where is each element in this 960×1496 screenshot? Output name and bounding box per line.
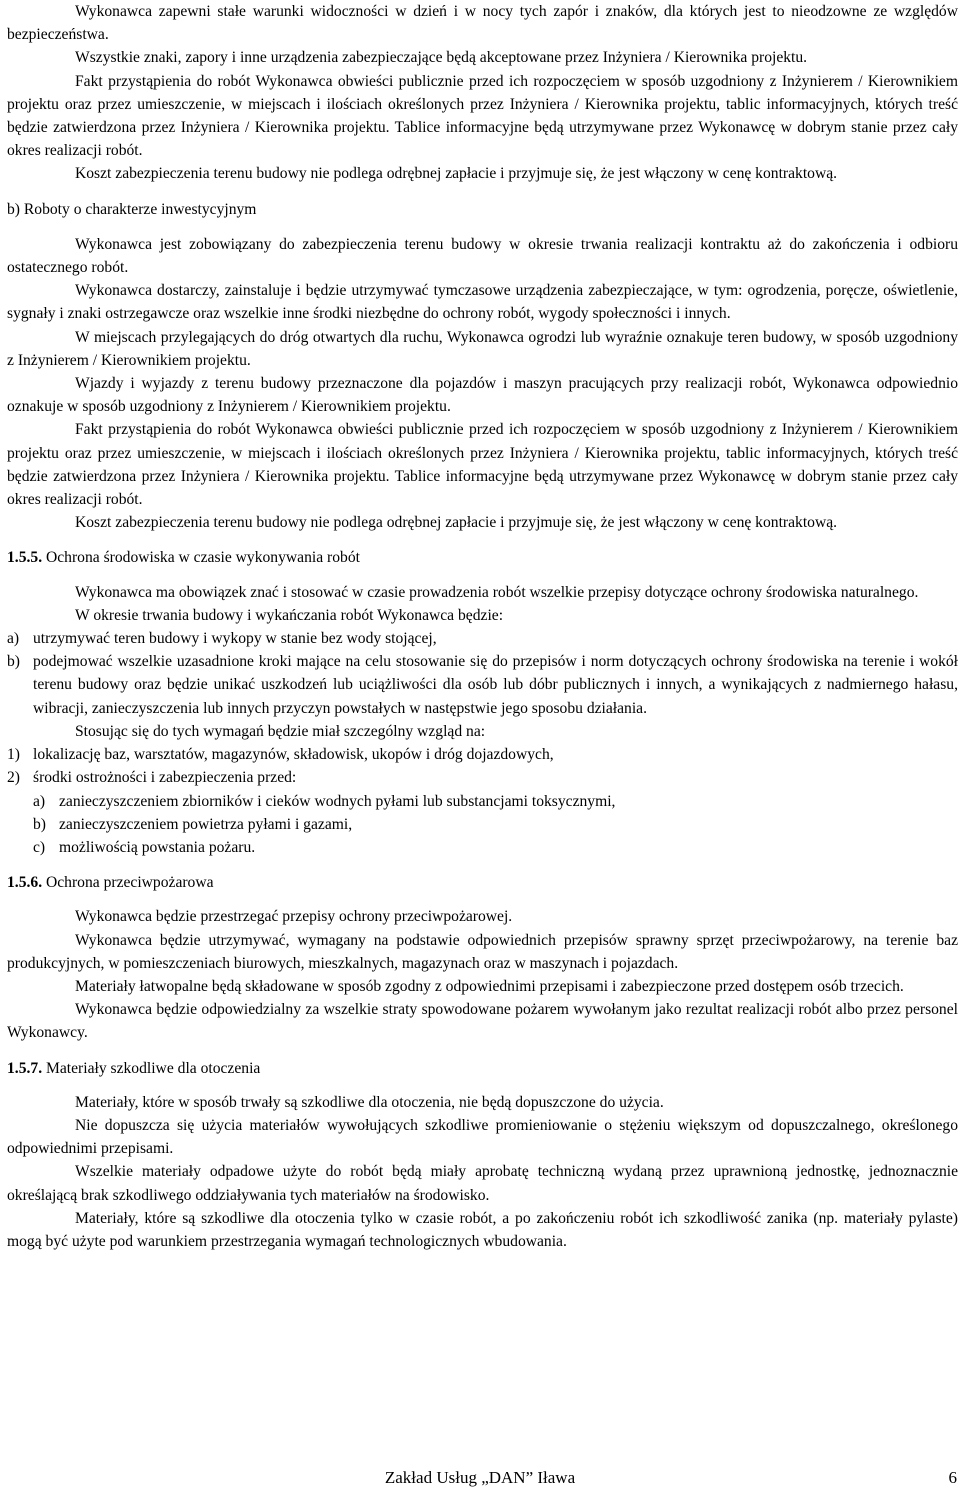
section-number: 1.5.6. [7, 874, 43, 892]
section-heading [7, 871, 958, 894]
list-text: środki ostrożności i zabezpieczenia przed: [33, 769, 297, 787]
list-text: zanieczyszczeniem powietrza pyłami i gazami, [59, 815, 353, 833]
list-label: b) [33, 815, 46, 833]
list-text: zanieczyszczeniem zbiorników i cieków wodnych pyłami lub substancjami toksycznymi, [59, 792, 616, 810]
paragraph: Nie dopuszcza się użycia materiałów wywołujących szkodliwe promieniowanie o stężeniu większym od dopuszczalnego, określonego odpowiednimi przepisami. [7, 1116, 958, 1158]
list-label: 2) [7, 769, 20, 787]
page-footer [0, 1468, 960, 1496]
document-page [7, 0, 958, 1253]
paragraph: Wykonawca zapewni stałe warunki widoczności w dzień i w nocy tych zapór i znaków, dla których jest to nieodzowne ze względów bezpieczeństwa. [7, 3, 958, 44]
paragraph: Wykonawca będzie przestrzegać przepisy ochrony przeciwpożarowej. [75, 908, 513, 926]
list-item [7, 790, 958, 813]
list-label: a) [33, 792, 46, 810]
list-item [7, 813, 958, 836]
paragraph: Materiały, które są szkodliwe dla otoczenia tylko w czasie robót, a po zakończeniu robót ich szkodliwość zanika (np. materiały pylaste) mogą być użyte pod warunkiem przestrzegania wymagań technologicznych wbudowania. [7, 1209, 958, 1250]
list-text: lokalizację baz, warsztatów, magazynów, składowisk, ukopów i dróg dojazdowych, [33, 746, 554, 764]
subheading: b) Roboty o charakterze inwestycyjnym [7, 200, 257, 218]
section-title: Materiały szkodliwe dla otoczenia [46, 1059, 261, 1077]
section-heading [7, 1057, 958, 1080]
paragraph: W okresie trwania budowy i wykańczania robót Wykonawca będzie: [75, 606, 504, 624]
list-text: możliwością powstania pożaru. [59, 838, 256, 856]
section-number: 1.5.5. [7, 549, 43, 567]
list-text: utrzymywać teren budowy i wykopy w stanie bez wody stojącej, [33, 630, 437, 648]
paragraph: Koszt zabezpieczenia terenu budowy nie podlega odrębnej zapłacie i przyjmuje się, że jest włączony w cenę kontraktową. [75, 514, 838, 532]
section-title: Ochrona środowiska w czasie wykonywania robót [46, 549, 360, 567]
paragraph: Wszystkie znaki, zapory i inne urządzenia zabezpieczające będą akceptowane przez Inżyniera / Kierownika projektu. [75, 49, 808, 67]
paragraph: Wjazdy i wyjazdy z terenu budowy przeznaczone dla pojazdów i maszyn pracujących przy realizacji robót, Wykonawca odpowiednio oznakuje w sposób uzgodniony z Inżynierem / Kierownikiem projektu. [7, 375, 958, 416]
paragraph: Wykonawca jest zobowiązany do zabezpieczenia terenu budowy w okresie trwania realizacji kontraktu aż do zakończenia i odbioru ostatecznego robót. [7, 235, 958, 277]
paragraph: Materiały łatwopalne będą składowane w sposób zgodny z odpowiednimi przepisami i zabezpieczone przed dostępem osób trzecich. [75, 977, 904, 995]
list-label: b) [7, 653, 20, 671]
list-label: 1) [7, 746, 20, 764]
paragraph: Wykonawca będzie odpowiedzialny za wszelkie straty spowodowane pożarem wywołanym jako rezultat realizacji robót albo przez personel Wykonawcy. [7, 1001, 958, 1042]
list-label: c) [33, 838, 46, 856]
paragraph: Fakt przystąpienia do robót Wykonawca obwieści publicznie przed ich rozpoczęciem w sposób uzgodniony z Inżynierem / Kierownikiem projektu oraz przez umieszczenie, w miejscach i ilościach określonych przez Inżyniera / Kierownika projektu, tablic informacyjnych, których treść będzie zatwierdzona przez Inżyniera / Kierownika projektu. Tablice informacyjne będą utrzymywane przez Wykonawcę w dobrym stanie przez cały okres realizacji robót. [7, 72, 958, 160]
paragraph: W miejscach przylegających do dróg otwartych dla ruchu, Wykonawca ogrodzi lub wyraźnie oznakuje teren budowy, w sposób uzgodniony z Inżynierem / Kierownikiem projektu. [7, 328, 958, 369]
list-item [7, 743, 958, 766]
list-label: a) [7, 630, 20, 648]
page-number: 6 [948, 1468, 957, 1487]
section-title: Ochrona przeciwpożarowa [46, 874, 214, 892]
list-item [7, 627, 958, 650]
list-item [7, 650, 958, 720]
paragraph: Fakt przystąpienia do robót Wykonawca obwieści publicznie przed ich rozpoczęciem w sposób uzgodniony z Inżynierem / Kierownikiem projektu oraz przez umieszczenie, w miejscach i ilościach określonych przez Inżyniera / Kierownika projektu, tablic informacyjnych, których treść będzie zatwierdzona przez Inżyniera / Kierownika projektu. Tablice informacyjne będą utrzymywane przez Wykonawcę w dobrym stanie przez cały okres realizacji robót. [7, 421, 958, 509]
paragraph: Stosując się do tych wymagań będzie miał szczególny wzgląd na: [75, 722, 486, 740]
paragraph: Koszt zabezpieczenia terenu budowy nie podlega odrębnej zapłacie i przyjmuje się, że jest włączony w cenę kontraktową. [75, 165, 838, 183]
paragraph: Wykonawca będzie utrzymywać, wymagany na podstawie odpowiednich przepisów sprawny sprzęt przeciwpożarowy, na terenie baz produkcyjnych, w pomieszczeniach biurowych, mieszkalnych, magazynach oraz w maszynach i pojazdach. [7, 931, 958, 972]
paragraph: Wykonawca ma obowiązek znać i stosować w czasie prowadzenia robót wszelkie przepisy dotyczące ochrony środowiska naturalnego. [75, 583, 919, 601]
footer-company: Zakład Usług „DAN” Iława [384, 1468, 576, 1487]
paragraph: Wszelkie materiały odpadowe użyte do robót będą miały aprobatę techniczną wydaną przez uprawnioną jednostkę, jednoznacznie określającą brak szkodliwego oddziaływania tych materiałów na środowisko. [7, 1163, 958, 1204]
list-text: podejmować wszelkie uzasadnione kroki mające na celu stosowanie się do przepisów i norm dotyczących ochrony środowiska na terenie i wokół terenu budowy oraz będzie unikać uszkodzeń lub uciążliwości dla osób lub dóbr publicznych i innych, a wynikających z nadmiernego hałasu, wibracji, zanieczyszczenia lub innych przyczyn powstałych w następstwie jego sposobu działania. [33, 653, 958, 717]
paragraph: Wykonawca dostarczy, zainstaluje i będzie utrzymywać tymczasowe urządzenia zabezpieczające, w tym: ogrodzenia, poręcze, oświetlenie, sygnały i znaki ostrzegawcze oraz wszelkie inne środki niezbędne do ochrony robót, wygody społeczności i innych. [7, 282, 958, 323]
paragraph: Materiały, które w sposób trwały są szkodliwe dla otoczenia, nie będą dopuszczone do użycia. [75, 1093, 664, 1111]
list-item [7, 766, 958, 789]
section-heading [7, 546, 958, 569]
list-item [7, 836, 958, 859]
section-number: 1.5.7. [7, 1059, 43, 1077]
